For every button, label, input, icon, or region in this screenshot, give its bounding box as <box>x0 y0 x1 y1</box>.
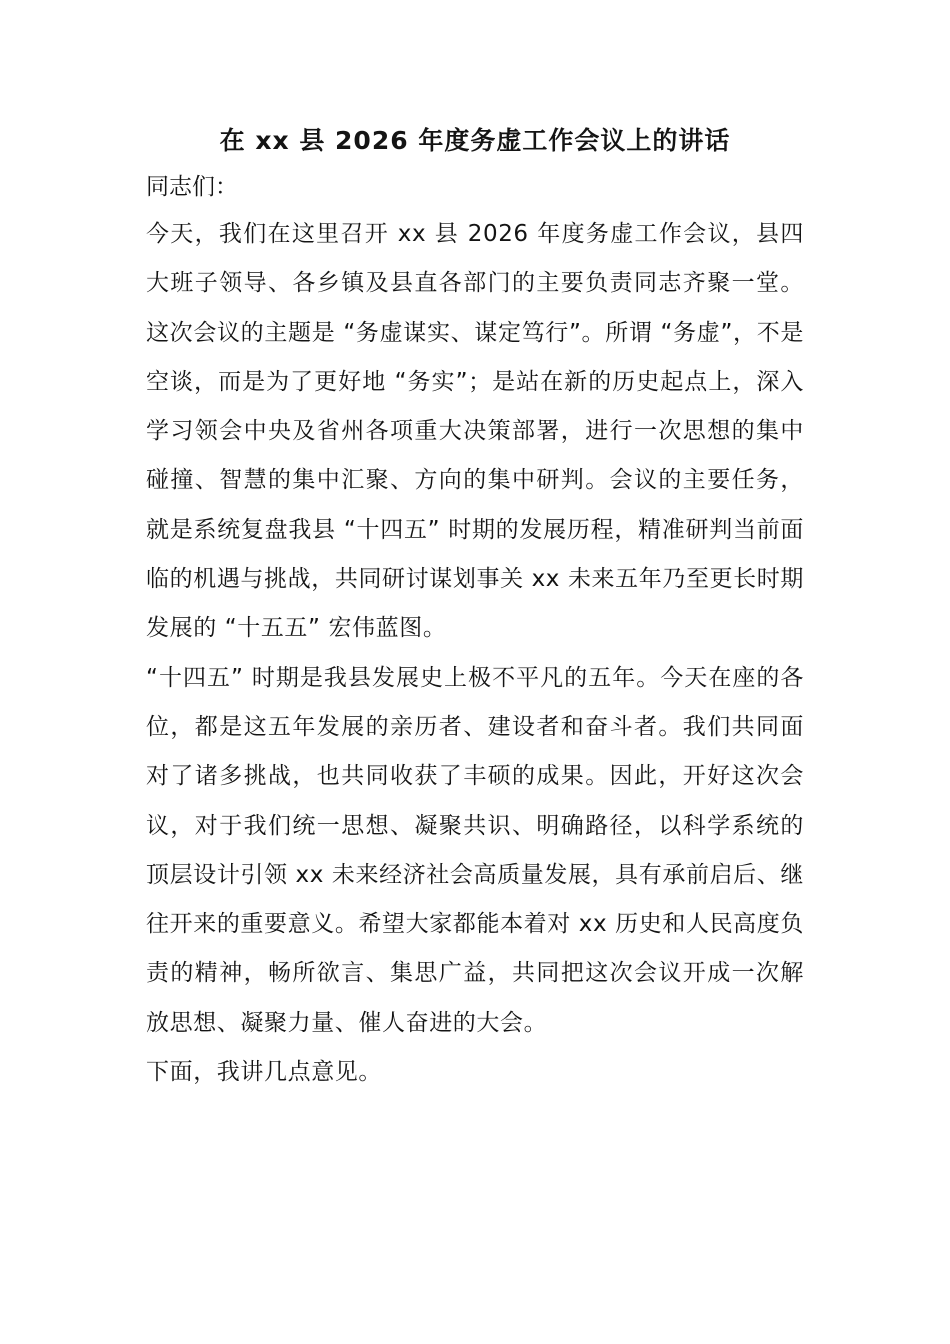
document-body <box>146 118 804 1097</box>
paragraph-significance: “十四五” 时期是我县发展史上极不平凡的五年。今天在座的各位，都是这五年发展的亲历者、建设者和奋斗者。我们共同面对了诸多挑战，也共同收获了丰硕的成果。因此，开好这次会议，对于我们统一思想、凝聚共识、明确路径，以科学系统的顶层设计引领 xx 未来经济社会高质量发展，具有承前启后、继往开来的重要意义。希望大家都能本着对 xx 历史和人民高度负责的精神，畅所欲言、集思广益，共同把这次会议开成一次解放思想、凝聚力量、催人奋进的大会。 <box>146 664 804 1036</box>
paragraph-transition: 下面，我讲几点意见。 <box>146 1059 382 1086</box>
paragraph-opening: 今天，我们在这里召开 xx 县 2026 年度务虚工作会议，县四大班子领导、各乡镇及县直各部门的主要负责同志齐聚一堂。这次会议的主题是 “务虚谋实、谋定笃行”。所谓 “务虚”，不是空谈，而是为了更好地 “务实”；是站在新的历史起点上，深入学习领会中央及省州各项重大决策部署，进行一次思想的集中碰撞、智慧的集中汇聚、方向的集中研判。会议的主要任务，就是系统复盘我县 “十四五” 时期的发展历程，精准研判当前面临的机遇与挑战，共同研讨谋划事关 xx 未来五年乃至更长时期发展的 “十五五” 宏伟蓝图。 <box>146 221 804 642</box>
document-title: 在 xx 县 2026 年度务虚工作会议上的讲话 <box>219 126 731 155</box>
salutation: 同志们： <box>146 174 238 200</box>
